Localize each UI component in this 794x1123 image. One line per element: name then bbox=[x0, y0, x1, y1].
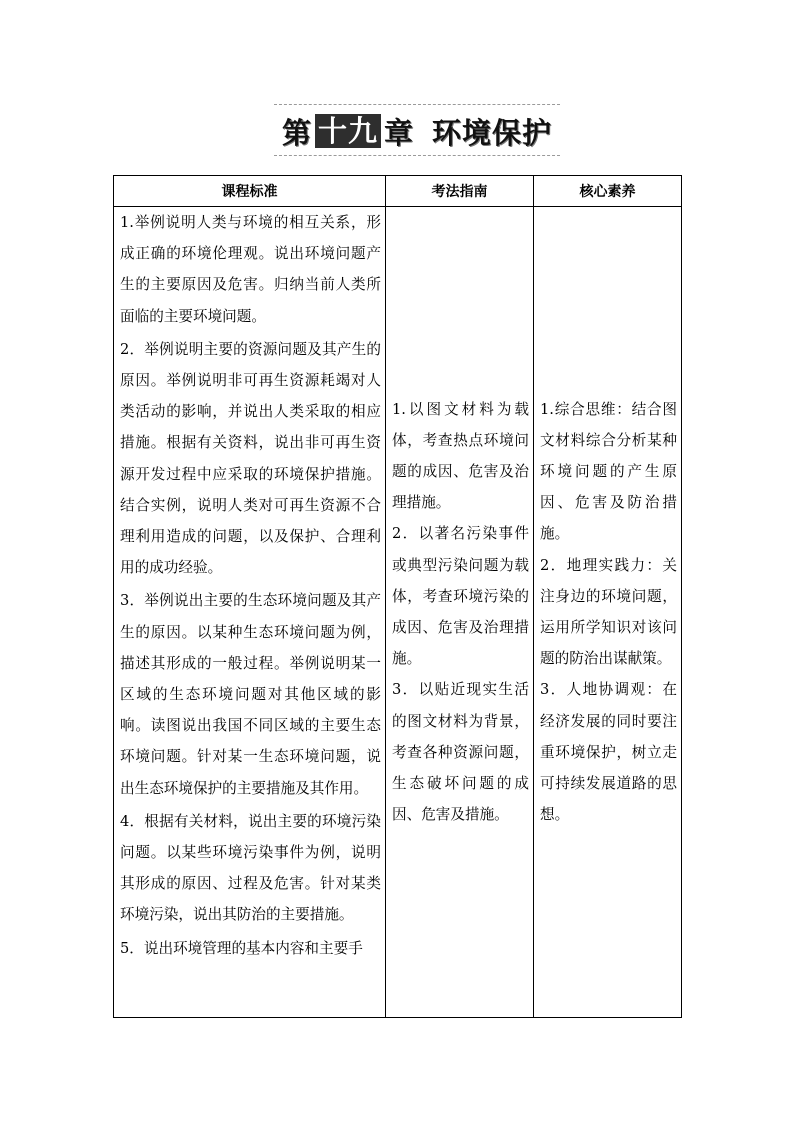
chapter-heading bbox=[274, 104, 560, 156]
chapter-topic: 环境保护 bbox=[432, 115, 553, 150]
literacy-item-1: 1.综合思维：结合图文材料综合分析某种环境问题的产生原因、危害及防治措施。 bbox=[540, 400, 677, 543]
heading-top-rule bbox=[274, 104, 560, 105]
literacy-item-3: 3．人地协调观：在经济发展的同时要注重环境保护，树立走可持续发展道路的思想。 bbox=[540, 681, 677, 824]
header-core-literacy: 核心素养 bbox=[534, 176, 682, 207]
exam-guide-cell bbox=[386, 207, 534, 1018]
standard-item-1: 1.举例说明人类与环境的相互关系，形成正确的环境伦理观。说出环境问题产生的主要原因及危害。归纳当前人类所面临的主要环境问题。 bbox=[120, 214, 381, 325]
chapter-title bbox=[274, 114, 560, 148]
chapter-number: 十九 bbox=[315, 114, 381, 148]
chapter-suffix: 章 bbox=[384, 115, 415, 150]
table-row bbox=[114, 207, 682, 1018]
standard-item-5: 5．说出环境管理的基本内容和主要手 bbox=[120, 939, 363, 957]
table-header-row bbox=[114, 176, 682, 207]
header-exam-guide: 考法指南 bbox=[386, 176, 534, 207]
core-literacy-cell bbox=[534, 207, 682, 1018]
guide-item-2: 2．以著名污染事件或典型污染问题为载体，考查环境污染的成因、危害及治理措施。 bbox=[392, 525, 529, 668]
course-standards-cell bbox=[114, 207, 386, 1018]
chapter-prefix: 第 bbox=[281, 115, 312, 150]
standard-item-4: 4．根据有关材料，说出主要的环境污染问题。以某些环境污染事件为例，说明其形成的原因、过程及危害。针对某类环境污染，说出其防治的主要措施。 bbox=[120, 812, 381, 924]
literacy-item-2: 2．地理实践力：关注身边的环境问题，运用所学知识对该问题的防治出谋献策。 bbox=[540, 556, 677, 668]
guide-item-1: 1.以图文材料为载体，考查热点环境问题的成因、危害及治理措施。 bbox=[392, 400, 529, 512]
heading-bottom-rule bbox=[274, 155, 560, 156]
guide-item-3: 3．以贴近现实生活的图文材料为背景，考查各种资源问题，生态破坏问题的成因、危害及措施。 bbox=[392, 681, 529, 824]
header-course-standards: 课程标准 bbox=[114, 176, 386, 207]
standard-item-3: 3．举例说出主要的生态环境问题及其产生的原因。以某种生态环境问题为例，描述其形成的一般过程。举例说明某一区域的生态环境问题对其他区域的影响。读图说出我国不同区域的主要生态环境问题。针对某一生态环境问题，说出生态环境保护的主要措施及其作用。 bbox=[120, 592, 381, 797]
standard-item-2: 2．举例说明主要的资源问题及其产生的原因。举例说明非可再生资源耗竭对人类活动的影响，并说出人类采取的相应措施。根据有关资料，说出非可再生资源开发过程中应采取的环境保护措施。结合实例，说明人类对可再生资源不合理利用造成的问题，以及保护、合理利用的成功经验。 bbox=[120, 340, 381, 577]
curriculum-table bbox=[113, 175, 682, 1018]
